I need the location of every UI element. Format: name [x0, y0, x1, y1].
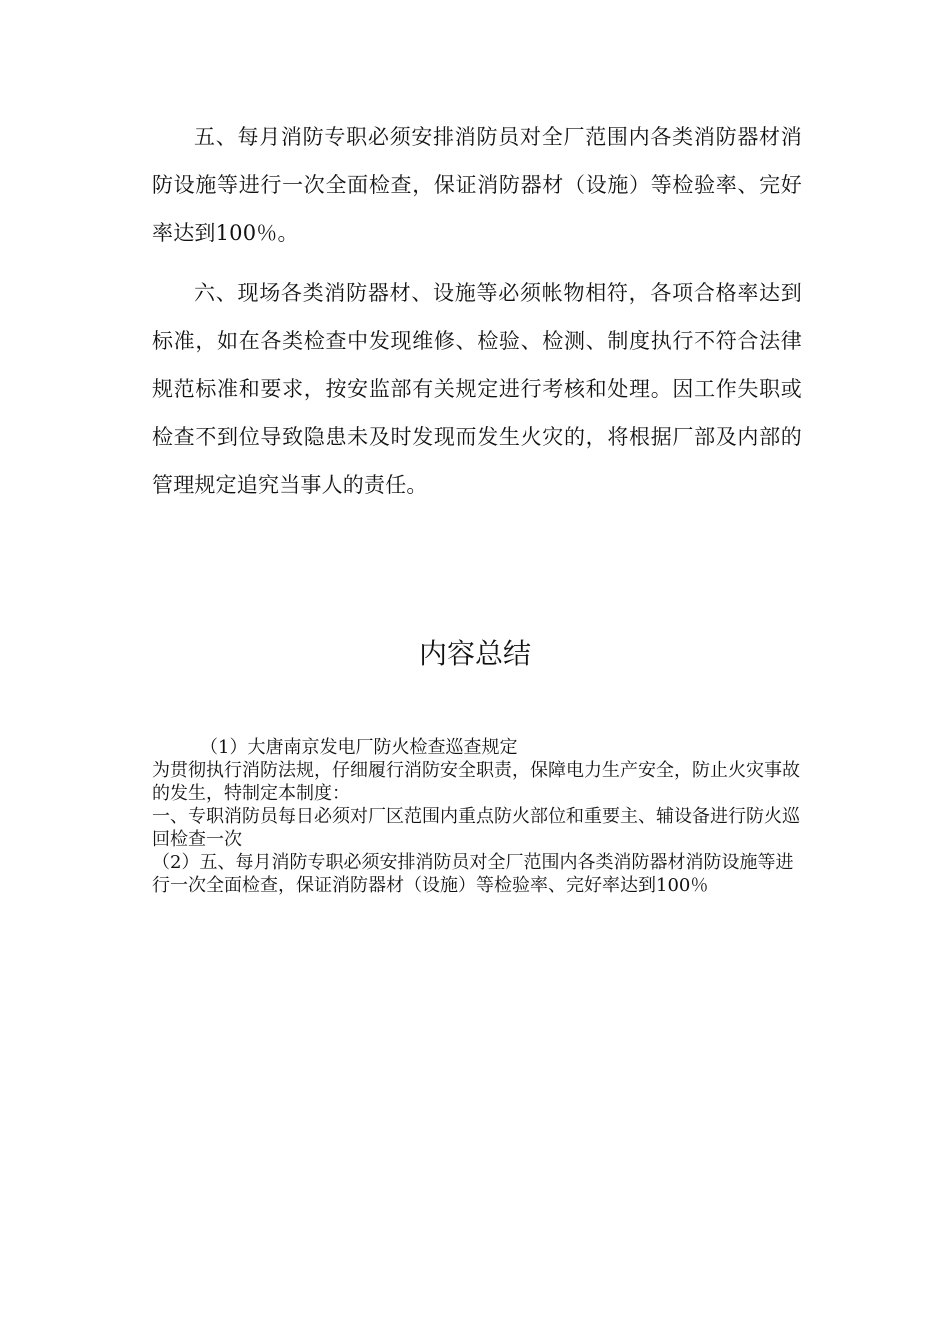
paragraph-five: 五、每月消防专职必须安排消防员对全厂范围内各类消防器材消防设施等进行一次全面检查，保证消防器材（设施）等检验率、完好率达到100％。 [152, 125, 802, 245]
paragraph-six: 六、现场各类消防器材、设施等必须帐物相符，各项合格率达到标准，如在各类检查中发现维修、检验、检测、制度执行不符合法律规范标准和要求，按安监部有关规定进行考核和处理。因工作失职或检查不到位导致隐患未及时发现而发生火灾的，将根据厂部及内部的管理规定追究当事人的责任。 [152, 281, 802, 497]
summary-line: 为贯彻执行消防法规，仔细履行消防安全职责，保障电力生产安全，防止火灾事故的发生，特制定本制度： [152, 760, 800, 804]
summary-block [152, 736, 800, 897]
summary-line: （2）五、每月消防专职必须安排消防员对全厂范围内各类消防器材消防设施等进行一次全面检查，保证消防器材（设施）等检验率、完好率达到100％ [152, 852, 794, 896]
summary-heading: 内容总结 [418, 637, 531, 670]
summary-line: （1）大唐南京发电厂防火检查巡查规定 [200, 737, 518, 758]
summary-line: 一、专职消防员每日必须对厂区范围内重点防火部位和重要主、辅设备进行防火巡回检查一次 [152, 806, 800, 850]
